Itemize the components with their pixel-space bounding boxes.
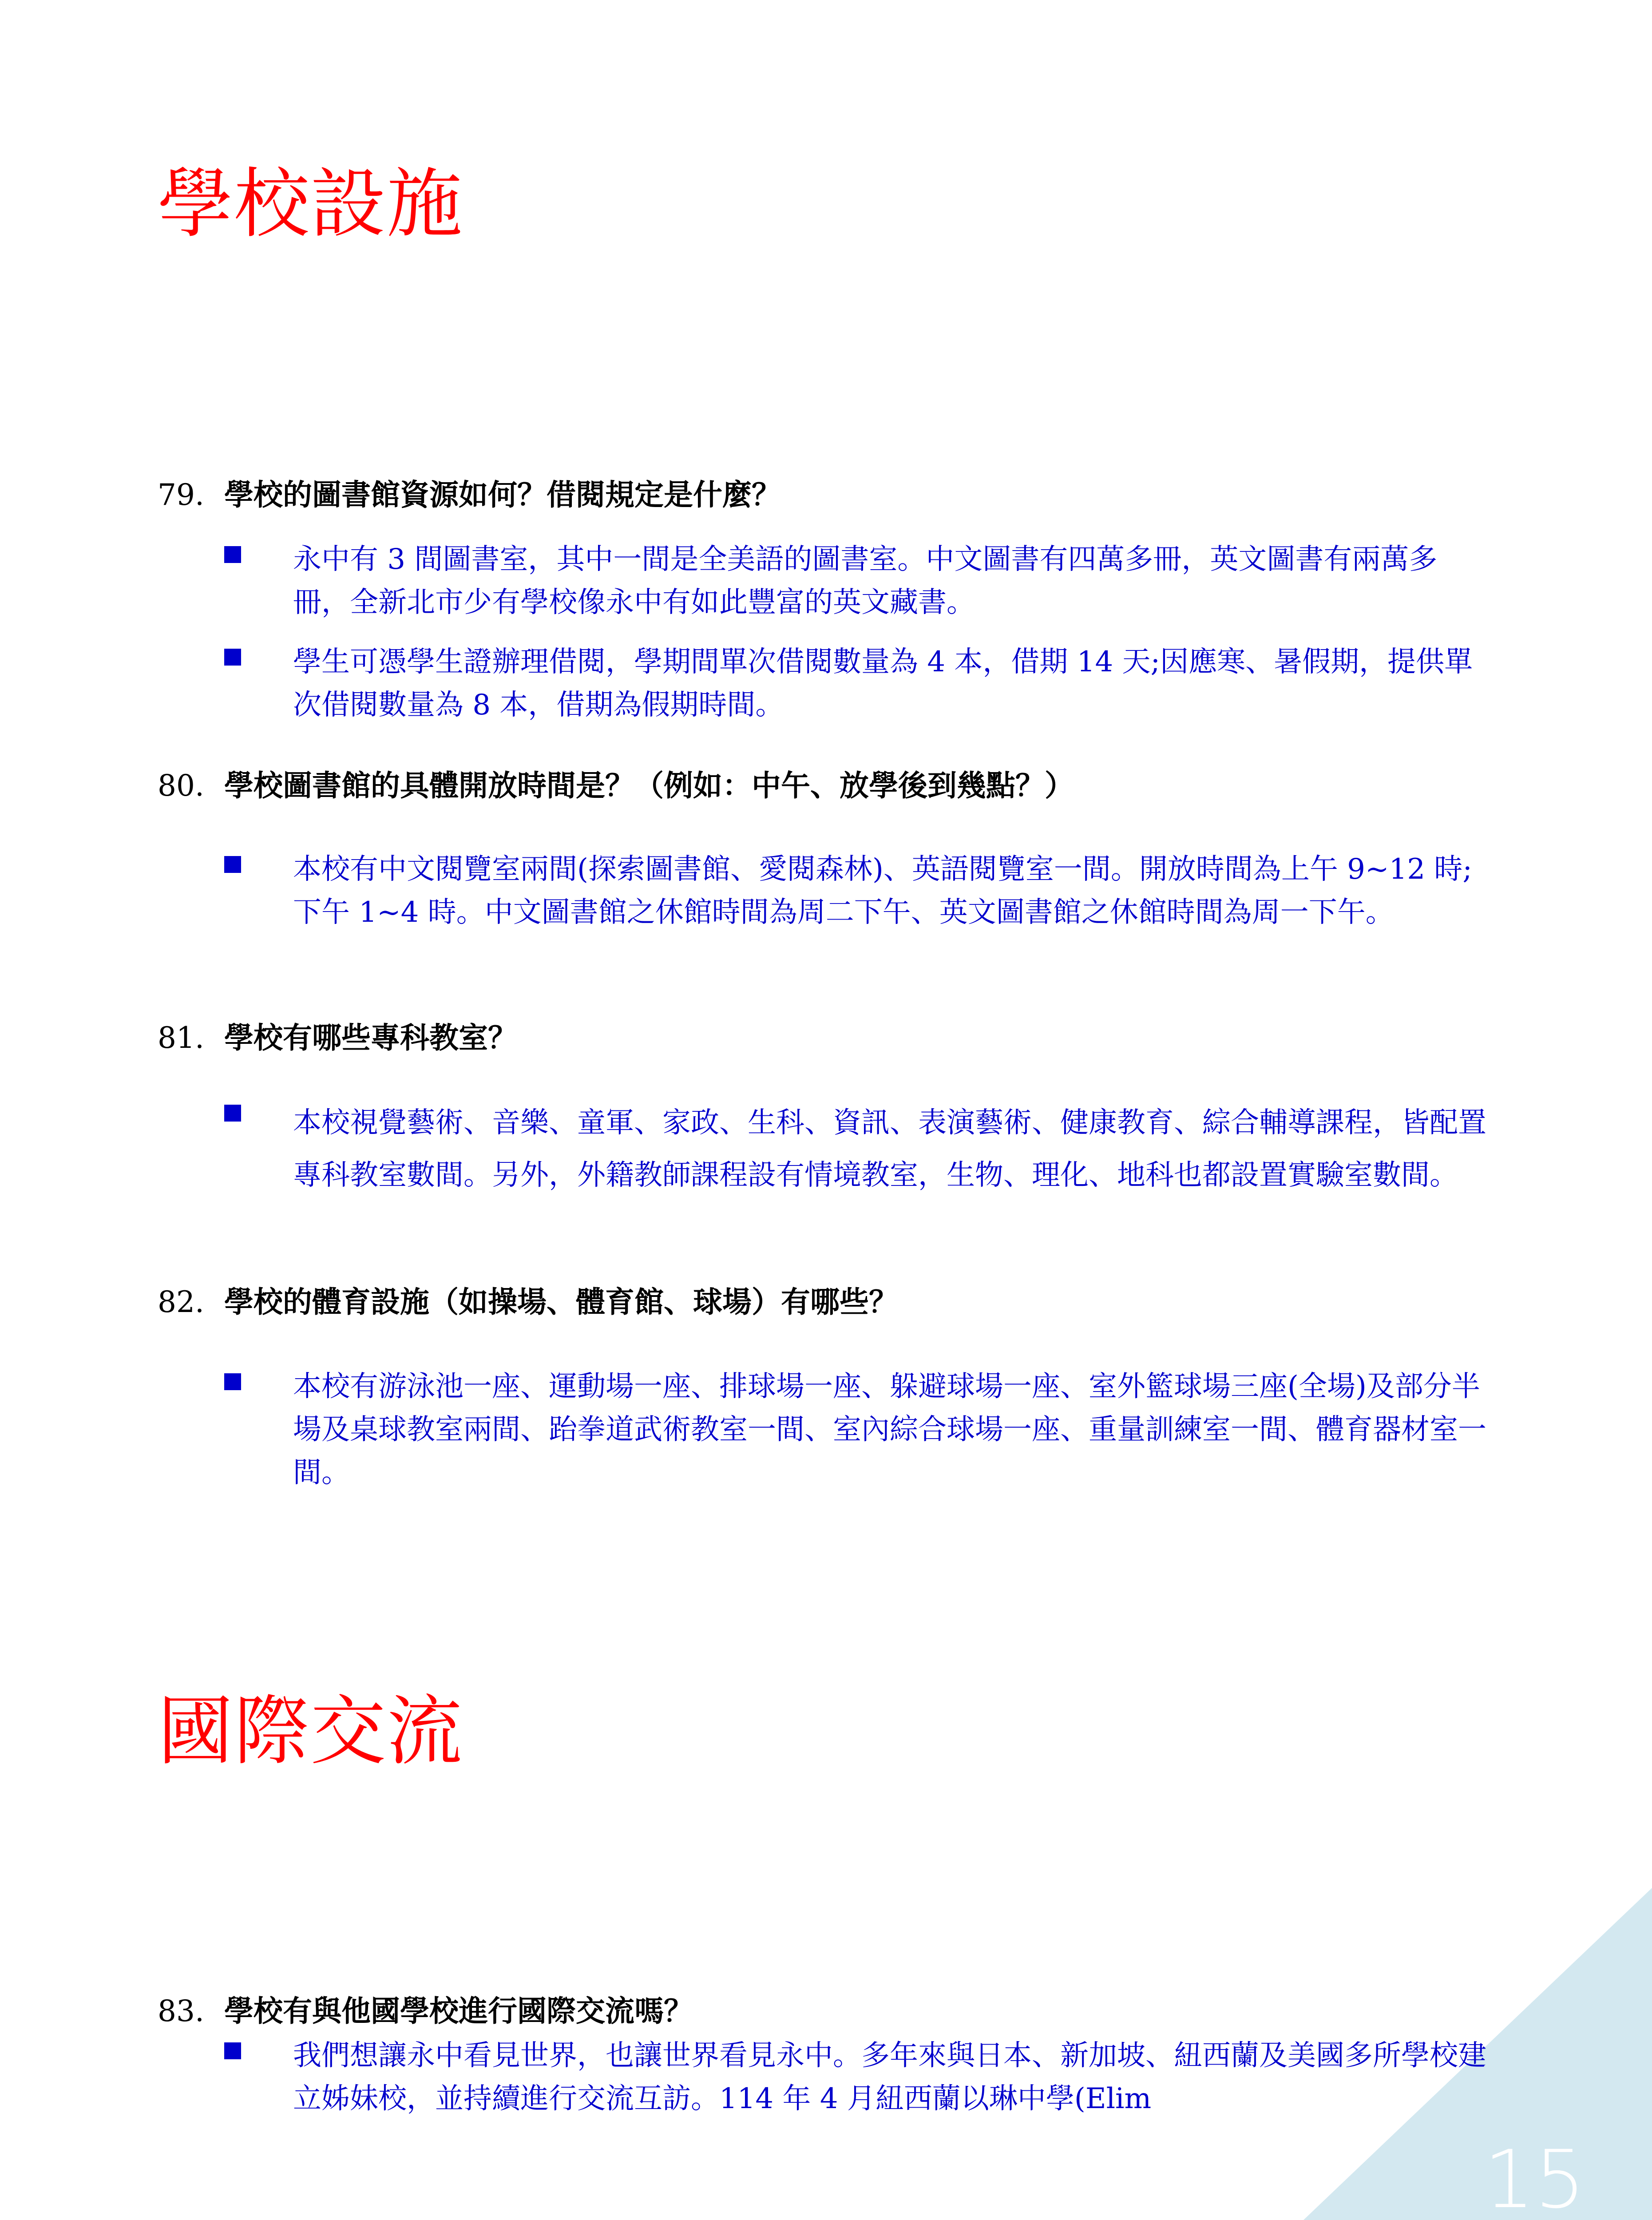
- answer-item: [224, 1097, 1494, 1201]
- answer-item: [224, 848, 1494, 934]
- square-bullet-icon: [224, 1105, 241, 1122]
- question-number: 83.: [158, 1994, 204, 2028]
- page-number: 15: [1483, 2133, 1585, 2220]
- question-82: [158, 1284, 898, 1320]
- answer-item: [224, 1365, 1494, 1495]
- answer-text: 學生可憑學生證辦理借閱，學期間單次借閱數量為 4 本，借期 14 天;因應寒、暑假期，提供單次借閱數量為 8 本，借期為假期時間。: [293, 646, 1473, 722]
- question-81: [158, 1020, 517, 1055]
- answer-text: 我們想讓永中看見世界，也讓世界看見永中。多年來與日本、新加坡、紐西蘭及美國多所學校建立姊妹校，並持續進行交流互訪。114 年 4 月紐西蘭以琳中學(Elim: [293, 2039, 1486, 2115]
- question-text: 學校的圖書館資源如何？借閱規定是什麼？: [224, 477, 781, 512]
- answer-item: [224, 538, 1494, 624]
- section-title-facilities: 學校設施: [158, 160, 464, 248]
- question-number: 81.: [158, 1021, 204, 1055]
- question-number: 79.: [158, 478, 204, 512]
- square-bullet-icon: [224, 546, 241, 563]
- square-bullet-icon: [224, 649, 241, 666]
- answer-text: 本校有中文閱覽室兩間(探索圖書館、愛閱森林)、英語閱覽室一間。開放時間為上午 9~12 時;下午 1~4 時。中文圖書館之休館時間為周二下午、英文圖書館之休館時間為周一下午。: [293, 853, 1472, 929]
- square-bullet-icon: [224, 2042, 241, 2059]
- answer-item: [224, 2034, 1494, 2121]
- question-text: 學校有哪些專科教室？: [224, 1020, 517, 1055]
- question-number: 82.: [158, 1285, 204, 1319]
- answer-text: 本校視覺藝術、音樂、童軍、家政、生科、資訊、表演藝術、健康教育、綜合輔導課程，皆配置專科教室數間。另外，外籍教師課程設有情境教室，生物、理化、地科也都設置實驗室數間。: [293, 1106, 1486, 1192]
- square-bullet-icon: [224, 856, 241, 873]
- question-text: 學校圖書館的具體開放時間是？（例如：中午、放學後到幾點？）: [224, 768, 1074, 803]
- question-number: 80.: [158, 769, 204, 803]
- question-text: 學校有與他國學校進行國際交流嗎？: [224, 1994, 693, 2028]
- question-text: 學校的體育設施（如操場、體育館、球場）有哪些？: [224, 1284, 898, 1319]
- question-83: [158, 1994, 693, 2029]
- question-79: [158, 477, 781, 512]
- section-title-international-exchange: 國際交流: [158, 1688, 464, 1776]
- answer-text: 本校有游泳池一座、運動場一座、排球場一座、躲避球場一座、室外籃球場三座(全場)及部分半場及桌球教室兩間、跆拳道武術教室一間、室內綜合球場一座、重量訓練室一間、體育器材室一間。: [293, 1370, 1486, 1489]
- answer-item: [224, 641, 1494, 727]
- answer-text: 永中有 3 間圖書室，其中一間是全美語的圖書室。中文圖書有四萬多冊，英文圖書有兩萬多冊，全新北市少有學校像永中有如此豐富的英文藏書。: [293, 543, 1438, 619]
- square-bullet-icon: [224, 1373, 241, 1390]
- question-80: [158, 768, 1074, 803]
